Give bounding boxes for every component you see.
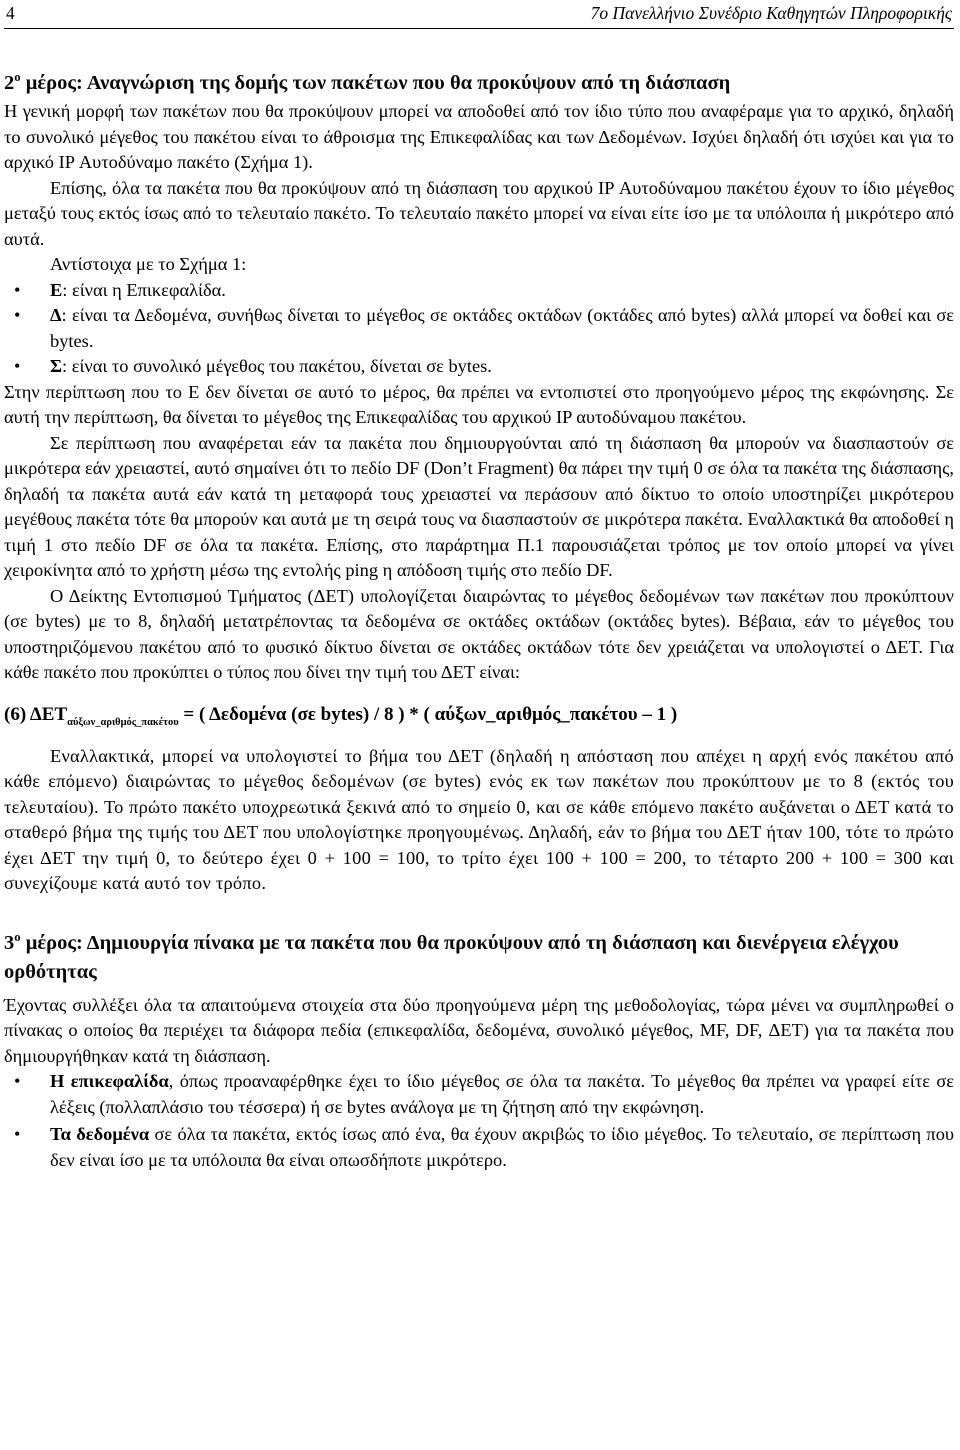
page-number: 4: [6, 3, 15, 23]
list-item-key: Η επικεφαλίδα: [50, 1071, 169, 1091]
section-2-heading: [4, 69, 954, 98]
paragraph-header-missing: Στην περίπτωση που το Ε δεν δίνεται σε αυτό το μέρος, θα πρέπει να εντοπιστεί στο προηγούμενο μέρος της εκφώνησης. Σε αυτή την περίπτωση, θα δίνεται το μέγεθος της Επικεφαλίδας του αρχικού IP αυτοδύναμου πακέτου.: [4, 381, 954, 427]
section-2-number: 2: [4, 72, 15, 94]
list-item-data-size: [4, 1122, 954, 1173]
field-definitions-list: [4, 278, 954, 380]
running-header: [4, 0, 954, 29]
formula-lhs: (6) ΔΕΤ: [4, 703, 68, 725]
paragraph-fragment-offset: Ο Δείκτης Εντοπισμού Τμήματος (ΔΕΤ) υπολογίζεται διαιρώντας το μέγεθος δεδομένων των πακέτων που προκύπτουν (σε bytes) με το 8, δηλαδή μετατρέποντας τα δεδομένα σε οκτάδες οκτάδων (οκτάδες bytes). Βέβαια, εάν το μέγεθος του υποστηριζόμενου πακέτου από το φυσικό δίκτυο δίνεται σε οκτάδες οκτάδων τότε δεν χρειάζεται να υπολογιστεί ο ΔΕΤ. Για κάθε πακέτο που προκύπτει ο τύπος που δίνει την τιμή του ΔΕΤ είναι:: [4, 585, 954, 682]
section-2-ordinal: ο: [14, 70, 21, 85]
list-item-text: : είναι το συνολικό μέγεθος του πακέτου, δίνεται σε bytes.: [62, 356, 492, 376]
list-item-key: Δ: [50, 305, 62, 325]
paragraph-same-size: Επίσης, όλα τα πακέτα που θα προκύψουν από τη διάσπαση του αρχικού IP Αυτοδύναμου πακέτου έχουν το ίδιο μέγεθος μεταξύ τους εκτός ίσως από το τελευταίο πακέτο. Το τελευταίο πακέτο μπορεί να είναι είτε ίσο με τα υπόλοιπα ή μικρότερο από αυτά.: [4, 177, 954, 249]
formula-rhs: = ( Δεδομένα (σε bytes) / 8 ) * ( αύξων_αριθμός_πακέτου – 1 ): [178, 703, 678, 725]
list-item-data: [4, 303, 954, 354]
list-item-key: Τα δεδομένα: [50, 1124, 150, 1144]
paragraph-df-field: Σε περίπτωση που αναφέρεται εάν τα πακέτα που δημιουργούνται από τη διάσπαση θα μπορούν να διασπαστούν σε μικρότερα εάν χρειαστεί, αυτό σημαίνει ότι το πεδίο DF (Don’t Fragment) θα πάρει την τιμή 0 σε όλα τα πακέτα της διάσπασης, δηλαδή τα πακέτα αυτά εάν κατά τη μεταφορά τους χρειαστεί να περάσουν από δίκτυο το οποίο υποστηρίζει μικρότερου μεγέθους πακέτα τότε θα μπορούν και αυτά με τη σειρά τους να διασπαστούν σε μικρότερα πακέτα. Εναλλακτικά θα αποδοθεί η τιμή 1 στο πεδίο DF σε όλα τα πακέτα. Επίσης, στο παράρτημα Π.1 παρουσιάζεται τρόπος με τον οποίο μπορεί να γίνει χειροκίνητα από το χρήστη μέσω της εντολής ping η απόδοση τιμής στο πεδίο DF.: [4, 432, 954, 580]
list-item-text: : είναι τα Δεδομένα, συνήθως δίνεται το μέγεθος σε οκτάδες οκτάδων (οκτάδες από bytes) αλλά μπορεί να δοθεί και σε bytes.: [50, 305, 954, 351]
section-3-number: 3: [4, 931, 15, 954]
paragraph-offset-step: Εναλλακτικά, μπορεί να υπολογιστεί το βήμα του ΔΕΤ (δηλαδή η απόσταση που απέχει η αρχή ενός πακέτου από κάθε επόμενο) διαιρώντας το μέγεθος δεδομένων (σε bytes) ενός εκ των πακέτων που προκύπτουν με το 8 (εκτός του τελευταίου). Το πρώτο πακέτο υποχρεωτικά ξεκινά από το σημείο 0, και σε κάθε επόμενο πακέτο αυξάνεται ο ΔΕΤ κατά το σταθερό βήμα της τιμής του ΔΕΤ που υπολογίστηκε προηγουμένως. Δηλαδή, εάν το βήμα του ΔΕΤ ήταν 100, τότε το πρώτο έχει ΔΕΤ την τιμή 0, το δεύτερο έχει 0 + 100 = 100, το τρίτο έχει 100 + 100 = 200, το τέταρτο 200 + 100 = 300 και συνεχίζουμε κατά αυτό τον τρόπο.: [4, 745, 954, 893]
paragraph-table-intro: Έχοντας συλλέξει όλα τα απαιτούμενα στοιχεία στα δύο προηγούμενα μέρη της μεθοδολογίας, τώρα μένει να συμπληρωθεί ο πίνακας ο οποίος θα περιέχει τα διάφορα πεδία (επικεφαλίδα, δεδομένα, συνολικό μέγεθος, MF, DF, ΔΕΤ) για τα πακέτα που δημιουργήθηκαν κατά τη διάσπαση.: [4, 994, 954, 1066]
list-item-total: [4, 354, 954, 380]
formula-6: [4, 700, 954, 730]
list-item-text: , όπως προαναφέρθηκε έχει το ίδιο μέγεθος σε όλα τα πακέτα. Το μέγεθος θα πρέπει να γραφεί είτε σε λέξεις (πολλαπλάσιο του τέσσερα) ή σε bytes ανάλογα με τη ζήτηση από την εκφώνηση.: [50, 1071, 955, 1117]
table-fields-list: [4, 1069, 954, 1173]
list-item-header-size: [4, 1069, 954, 1120]
paragraph-general-form: Η γενική μορφή των πακέτων που θα προκύψουν μπορεί να αποδοθεί από τον ίδιο τύπο που αναφέραμε για το αρχικό, δηλαδή το συνολικό μέγεθος του πακέτου είναι το άθροισμα της Επικεφαλίδας και των Δεδομένων. Ισχύει δηλαδή ότι ισχύει και για το αρχικό IP Αυτοδύναμο πακέτο (Σχήμα 1).: [4, 101, 954, 172]
formula-subscript: αύξων_αριθμός_πακέτου: [67, 716, 179, 728]
section-3-heading: [4, 929, 954, 987]
list-item-text: σε όλα τα πακέτα, εκτός ίσως από ένα, θα έχουν ακριβώς το ίδιο μέγεθος. Το τελευταίο, σε περίπτωση που δεν είναι ίσο με τα υπόλοιπα θα είναι οπωσδήποτε μικρότερο.: [50, 1124, 954, 1170]
conference-title: 7ο Πανελλήνιο Συνέδριο Καθηγητών Πληροφορικής: [590, 3, 952, 23]
section-3-title: μέρος: Δημιουργία πίνακα με τα πακέτα που θα προκύψουν από τη διάσπαση και διενέργεια ελέγχου ορθότητας: [4, 931, 899, 983]
list-item-text: : είναι η Επικεφαλίδα.: [62, 279, 226, 300]
list-item-key: Σ: [50, 356, 63, 376]
list-item-key: Ε: [50, 279, 63, 300]
section-2-title: μέρος: Αναγνώριση της δομής των πακέτων που θα προκύψουν από τη διάσπαση: [20, 72, 731, 94]
paragraph-figure-reference: Αντίστοιχα με το Σχήμα 1:: [50, 254, 247, 274]
list-item-header: [4, 278, 954, 304]
document-page: [4, 0, 954, 1175]
section-3-ordinal: ο: [14, 929, 21, 944]
